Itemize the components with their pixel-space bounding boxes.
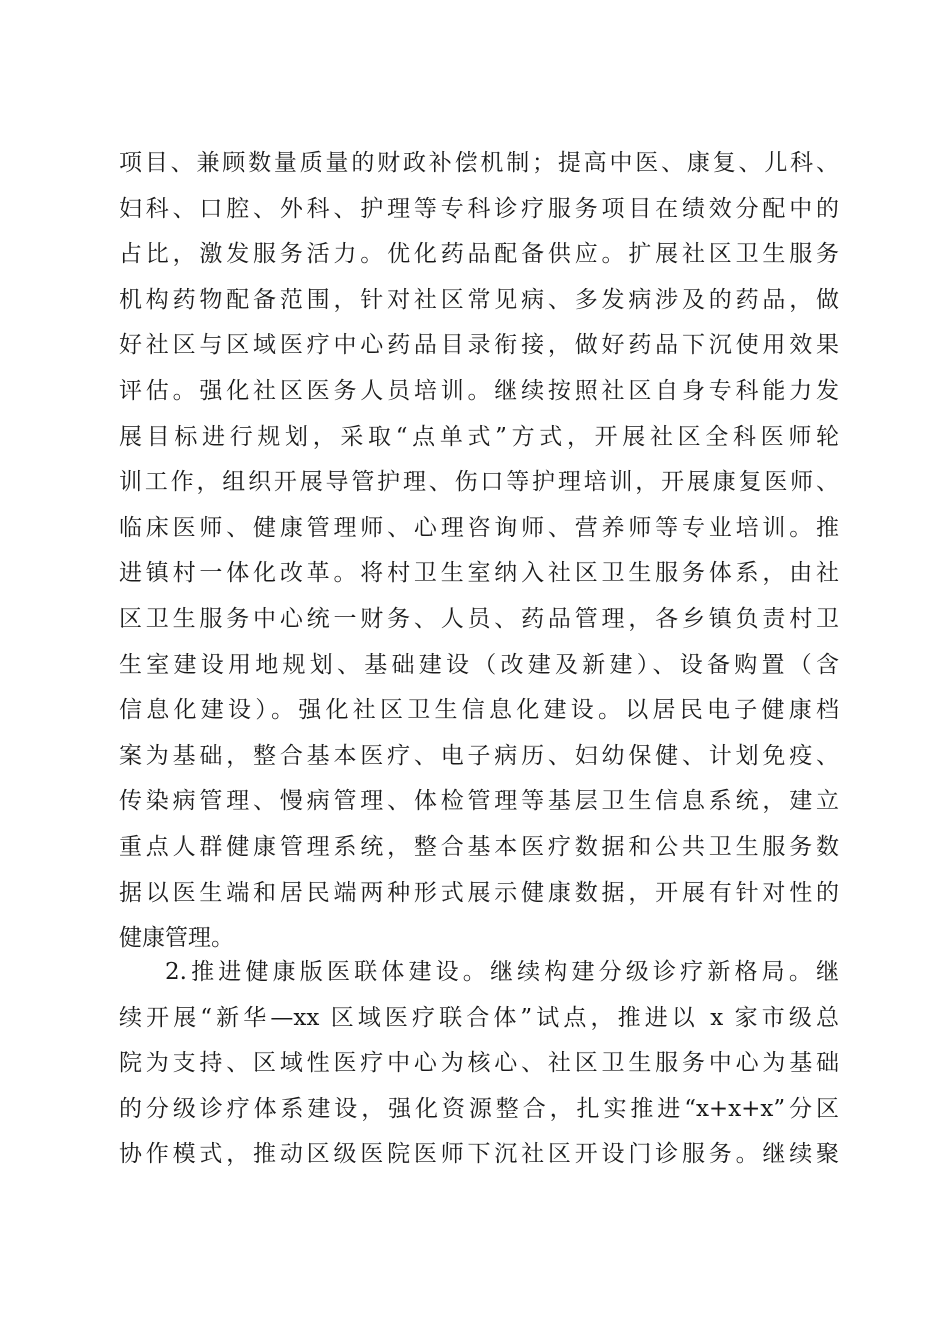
paragraph-line: 展目标进行规划，采取“点单式”方式，开展社区全科医师轮 <box>119 423 839 450</box>
paragraph-2 <box>119 950 839 1178</box>
paragraph-line: 案为基础，整合基本医疗、电子病历、妇幼保健、计划免疫、 <box>119 742 839 769</box>
paragraph-line: 生室建设用地规划、基础建设（改建及新建）、设备购置（含 <box>119 651 839 678</box>
paragraph-line: 2.推进健康版医联体建设。继续构建分级诊疗新格局。继 <box>165 959 839 985</box>
paragraph-1 <box>119 141 839 962</box>
paragraph-line: 传染病管理、慢病管理、体检管理等基层卫生信息系统，建立 <box>119 788 839 815</box>
paragraph-line: 的分级诊疗体系建设，强化资源整合，扎实推进“x+x+x”分区 <box>119 1095 839 1122</box>
paragraph-line: 续开展“新华—xx 区域医疗联合体”试点，推进以 x 家市级总 <box>119 1004 839 1031</box>
paragraph-line: 进镇村一体化改革。将村卫生室纳入社区卫生服务体系，由社 <box>119 560 839 587</box>
paragraph-line: 机构药物配备范围，针对社区常见病、多发病涉及的药品，做 <box>119 286 839 313</box>
paragraph-line: 项目、兼顾数量质量的财政补偿机制；提高中医、康复、儿科、 <box>119 150 839 176</box>
paragraph-line: 训工作，组织开展导管护理、伤口等护理培训，开展康复医师、 <box>119 469 839 496</box>
paragraph-line: 协作模式，推动区级医院医师下沉社区开设门诊服务。继续聚 <box>119 1141 839 1168</box>
paragraph-line: 重点人群健康管理系统，整合基本医疗数据和公共卫生服务数 <box>119 833 839 860</box>
paragraph-line: 区卫生服务中心统一财务、人员、药品管理，各乡镇负责村卫 <box>119 605 839 632</box>
paragraph-line: 临床医师、健康管理师、心理咨询师、营养师等专业培训。推 <box>119 514 839 541</box>
paragraph-line: 好社区与区域医疗中心药品目录衔接，做好药品下沉使用效果 <box>119 332 839 359</box>
paragraph-line: 妇科、口腔、外科、护理等专科诊疗服务项目在绩效分配中的 <box>119 195 839 222</box>
paragraph-line: 据以医生端和居民端两种形式展示健康数据，开展有针对性的 <box>119 879 839 906</box>
paragraph-line: 健康管理。 <box>119 925 234 952</box>
paragraph-line: 院为支持、区域性医疗中心为核心、社区卫生服务中心为基础 <box>119 1050 839 1077</box>
paragraph-line: 信息化建设）。强化社区卫生信息化建设。以居民电子健康档 <box>119 697 839 724</box>
paragraph-line: 占比，激发服务活力。优化药品配备供应。扩展社区卫生服务 <box>119 241 839 268</box>
paragraph-line: 评估。强化社区医务人员培训。继续按照社区自身专科能力发 <box>119 377 839 404</box>
